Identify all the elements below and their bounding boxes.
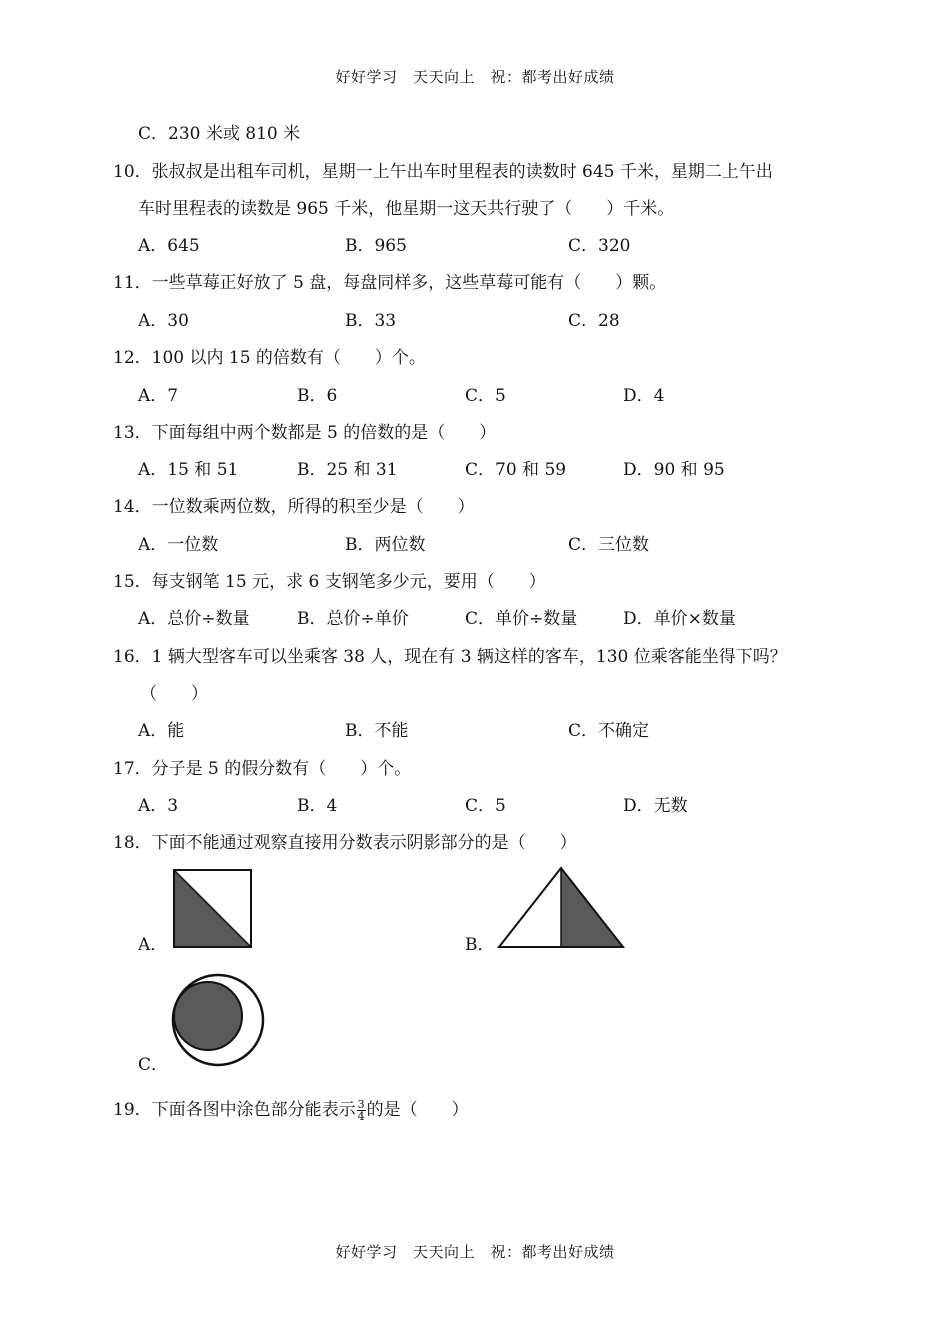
fraction-denominator: 4 <box>357 1110 365 1123</box>
q16-text-line1: 16．1 辆大型客车可以坐乘客 38 人，现在有 3 辆这样的客车，130 位乘客能坐得下吗？ <box>113 647 787 667</box>
q16-option-a: A．能 <box>138 721 185 741</box>
q13-option-d: D．90 和 95 <box>623 460 725 480</box>
q10-text-line2: 车时里程表的读数是 965 千米，他星期一这天共行驶了（ ）千米。 <box>138 199 675 219</box>
q17-option-c: C．5 <box>465 796 506 816</box>
q15-option-d: D．单价×数量 <box>623 609 736 629</box>
q18-figure-a-square <box>172 868 254 950</box>
q14-text: 14．一位数乘两位数，所得的积至少是（ ） <box>113 497 475 517</box>
q15-option-a: A．总价÷数量 <box>138 609 250 629</box>
q16-text-line2: （ ） <box>140 684 208 704</box>
q11-option-a: A．30 <box>138 311 189 331</box>
q10-option-a: A．645 <box>138 236 200 256</box>
q10-text-line1: 10．张叔叔是出租车司机，星期一上午出车时里程表的读数时 645 千米，星期二上午出 <box>113 162 773 182</box>
q9-option-c: C．230 米或 810 米 <box>138 124 301 144</box>
q17-option-b: B．4 <box>297 796 338 816</box>
page-header: 好好学习 天天向上 祝：都考出好成绩 <box>335 68 615 86</box>
q11-option-c: C．28 <box>568 311 620 331</box>
q11-option-b: B．33 <box>345 311 397 331</box>
inner-shaded-circle <box>174 982 242 1050</box>
fraction-numerator: 3 <box>357 1098 365 1111</box>
q10-option-c: C．320 <box>568 236 631 256</box>
q18-figure-c-circles <box>168 972 268 1068</box>
q14-option-b: B．两位数 <box>345 535 426 555</box>
q13-text: 13．下面每组中两个数都是 5 的倍数的是（ ） <box>113 423 497 443</box>
q16-option-c: C．不确定 <box>568 721 650 741</box>
q12-option-d: D．4 <box>623 386 665 406</box>
q12-option-a: A．7 <box>138 386 179 406</box>
q14-option-c: C．三位数 <box>568 535 650 555</box>
q18-option-a-label: A． <box>138 935 168 955</box>
q15-option-c: C．单价÷数量 <box>465 609 578 629</box>
q13-option-a: A．15 和 51 <box>138 460 239 480</box>
q11-text: 11．一些草莓正好放了 5 盘，每盘同样多，这些草莓可能有（ ）颗。 <box>113 273 667 293</box>
q19-text-suffix: 的是（ ） <box>366 1100 469 1120</box>
q19-text <box>113 1098 469 1122</box>
q18-option-b-label: B． <box>465 935 495 955</box>
q13-option-c: C．70 和 59 <box>465 460 567 480</box>
fraction-three-quarters <box>357 1099 366 1122</box>
q18-option-c-label: C． <box>138 1055 169 1075</box>
q15-text: 15．每支钢笔 15 元，求 6 支钢笔多少元，要用（ ） <box>113 572 546 592</box>
q15-option-b: B．总价÷单价 <box>297 609 409 629</box>
q18-text: 18．下面不能通过观察直接用分数表示阴影部分的是（ ） <box>113 833 577 853</box>
q12-text: 12．100 以内 15 的倍数有（ ）个。 <box>113 348 426 368</box>
q17-text: 17．分子是 5 的假分数有（ ）个。 <box>113 759 412 779</box>
q18-figure-b-triangle <box>496 866 626 950</box>
q17-option-d: D．无数 <box>623 796 688 816</box>
q12-option-b: B．6 <box>297 386 338 406</box>
q10-option-b: B．965 <box>345 236 407 256</box>
q14-option-a: A．一位数 <box>138 535 219 555</box>
q19-text-prefix: 19．下面各图中涂色部分能表示 <box>113 1100 356 1120</box>
q13-option-b: B．25 和 31 <box>297 460 398 480</box>
q12-option-c: C．5 <box>465 386 506 406</box>
q17-option-a: A．3 <box>138 796 179 816</box>
q16-option-b: B．不能 <box>345 721 409 741</box>
page-footer: 好好学习 天天向上 祝：都考出好成绩 <box>335 1243 615 1261</box>
